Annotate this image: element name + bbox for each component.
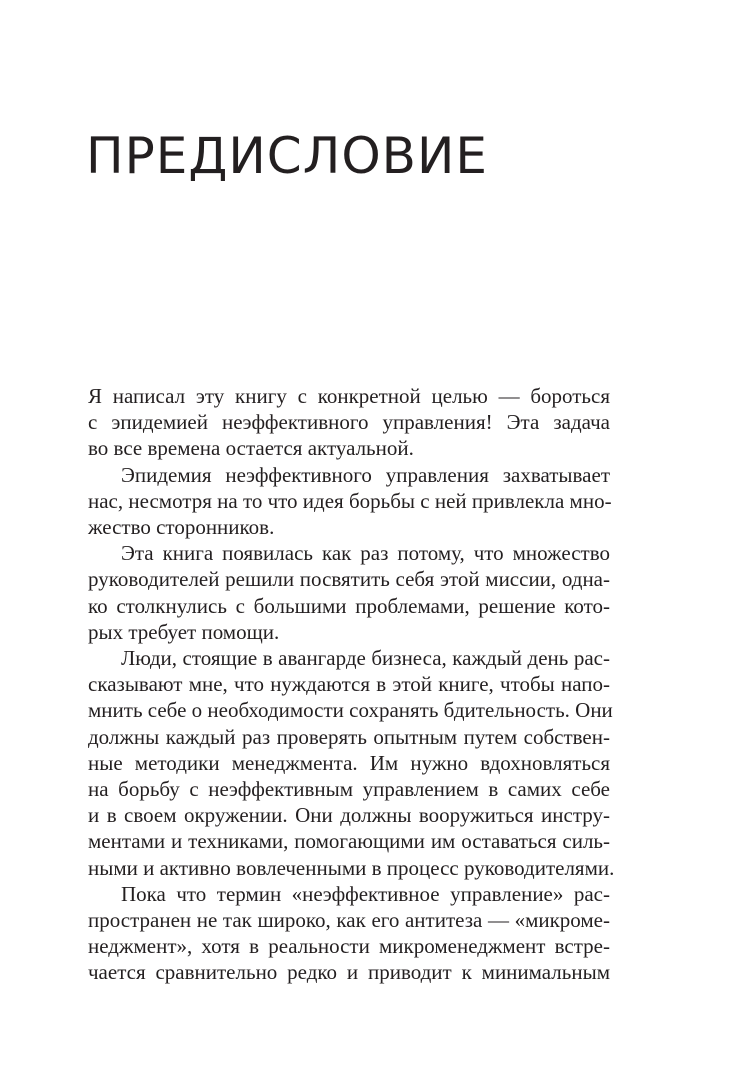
text-line: нас, несмотря на то что идея борьбы с ней привлекла мно- — [88, 488, 612, 513]
text-line: ные методики менеджмента. Им нужно вдохновляться — [88, 750, 610, 775]
text-line: во все времена остается актуальной. — [88, 436, 414, 461]
text-line: сказывают мне, что нуждаются в этой книге, чтобы напо- — [88, 672, 610, 697]
text-line: ко столкнулись с большими проблемами, решение кото- — [88, 593, 610, 618]
paragraph-3 — [88, 540, 610, 645]
paragraph-2 — [88, 462, 610, 541]
text-line: с эпидемией неэффективного управления! Эта задача — [88, 410, 610, 435]
text-line: чается сравнительно редко и приводит к минимальным — [88, 960, 610, 985]
text-line: Эпидемия неэффективного управления захватывает — [121, 462, 610, 487]
body-text — [88, 383, 615, 986]
text-line: ментами и техниками, помогающими им оставаться силь- — [88, 829, 610, 854]
text-line: Пока что термин «неэффективное управление» рас- — [121, 881, 610, 906]
paragraph-1 — [88, 383, 610, 462]
text-line: Эта книга появилась как раз потому, что множество — [121, 541, 610, 566]
paragraph-5 — [88, 881, 610, 986]
text-line: рых требует помощи. — [88, 619, 280, 644]
text-line: и в своем окружении. Они должны вооружиться инстру- — [88, 803, 610, 828]
text-line: мнить себе о необходимости сохранять бдительность. Они — [88, 698, 613, 723]
text-line: неджмент», хотя в реальности микроменеджмент встре- — [88, 934, 610, 959]
text-line: Люди, стоящие в авангарде бизнеса, каждый день рас- — [121, 646, 610, 671]
text-line: ными и активно вовлеченными в процесс руководителями. — [88, 855, 615, 880]
text-line: Я написал эту книгу с конкретной целью — бороться — [88, 384, 610, 408]
text-line: руководителей решили посвятить себя этой миссии, одна- — [88, 567, 610, 592]
chapter-title: ПРЕДИСЛОВИЕ — [86, 127, 488, 185]
text-line: должны каждый раз проверять опытным путем собствен- — [88, 724, 610, 749]
text-line: жество сторонников. — [88, 515, 275, 540]
text-line: на борьбу с неэффективным управлением в самих себе — [88, 777, 610, 802]
text-line: пространен не так широко, как его антитеза — «микроме- — [88, 908, 610, 933]
paragraph-4 — [88, 645, 615, 881]
